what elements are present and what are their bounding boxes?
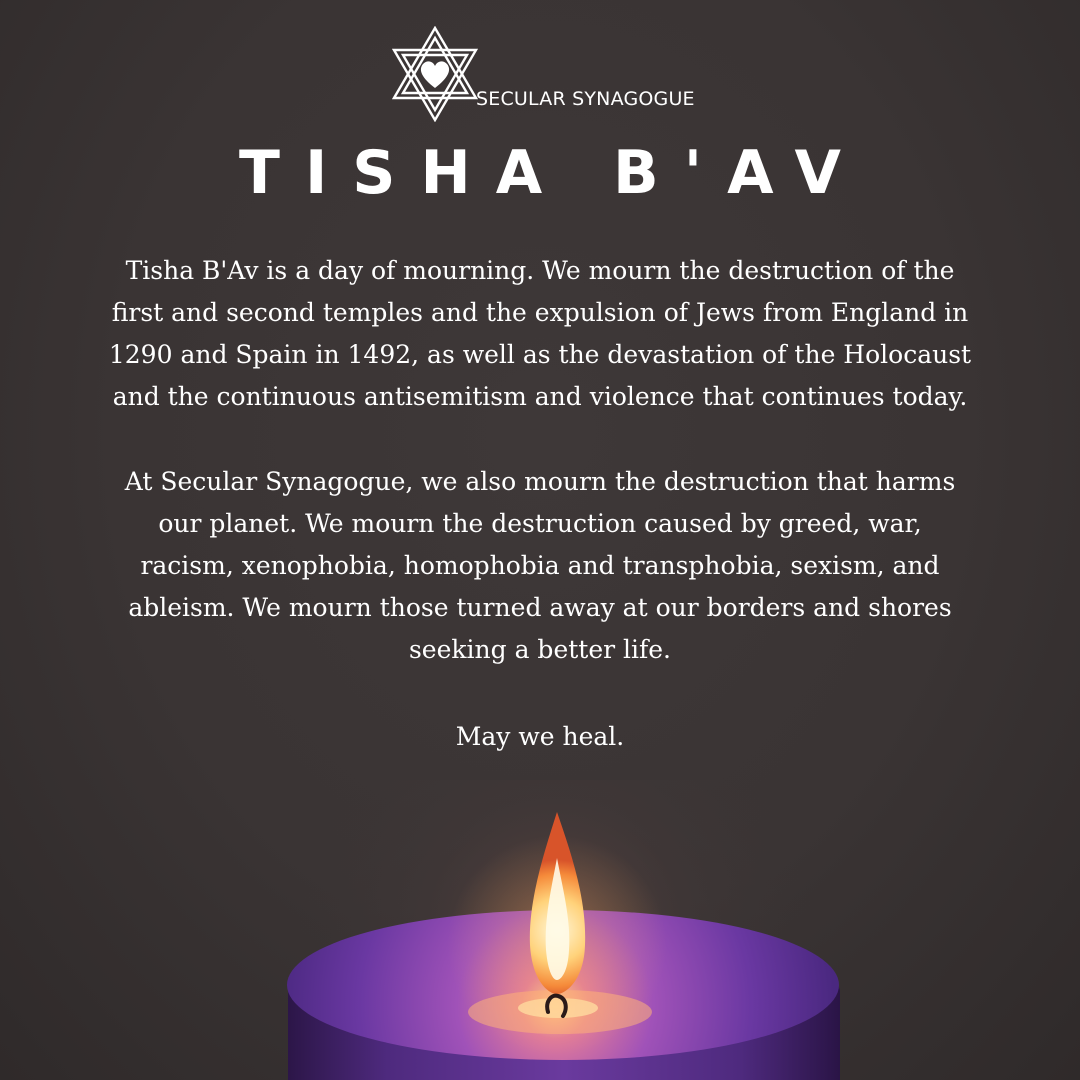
star-of-david-heart-icon xyxy=(392,26,482,122)
paragraph-line: 1290 and Spain in 1492, as well as the devastation of the Holocaust xyxy=(108,340,972,369)
logo-text: SECULAR SYNAGOGUE xyxy=(476,88,695,110)
paragraph-line: and the continuous antisemitism and violence that continues today. xyxy=(112,382,968,411)
page-title: TISHA B'AV xyxy=(239,138,866,208)
candle-illustration xyxy=(0,780,1080,1080)
paragraph-secular-synagogue xyxy=(40,461,1040,671)
paragraph-line: At Secular Synagogue, we also mourn the destruction that harms xyxy=(124,467,956,496)
secular-synagogue-logo xyxy=(392,26,695,122)
paragraph-line: first and second temples and the expulsion of Jews from England in xyxy=(111,298,969,327)
paragraph-line: racism, xenophobia, homophobia and transphobia, sexism, and xyxy=(140,551,940,580)
candle-image xyxy=(0,780,1080,1080)
paragraph-mourning xyxy=(40,250,1040,418)
paragraph-line: Tisha B'Av is a day of mourning. We mourn the destruction of the xyxy=(125,256,955,285)
paragraph-line: seeking a better life. xyxy=(408,635,672,664)
paragraph-line: ableism. We mourn those turned away at our borders and shores xyxy=(128,593,952,622)
paragraph-line: our planet. We mourn the destruction caused by greed, war, xyxy=(158,509,922,538)
closing-line: May we heal. xyxy=(455,722,625,751)
